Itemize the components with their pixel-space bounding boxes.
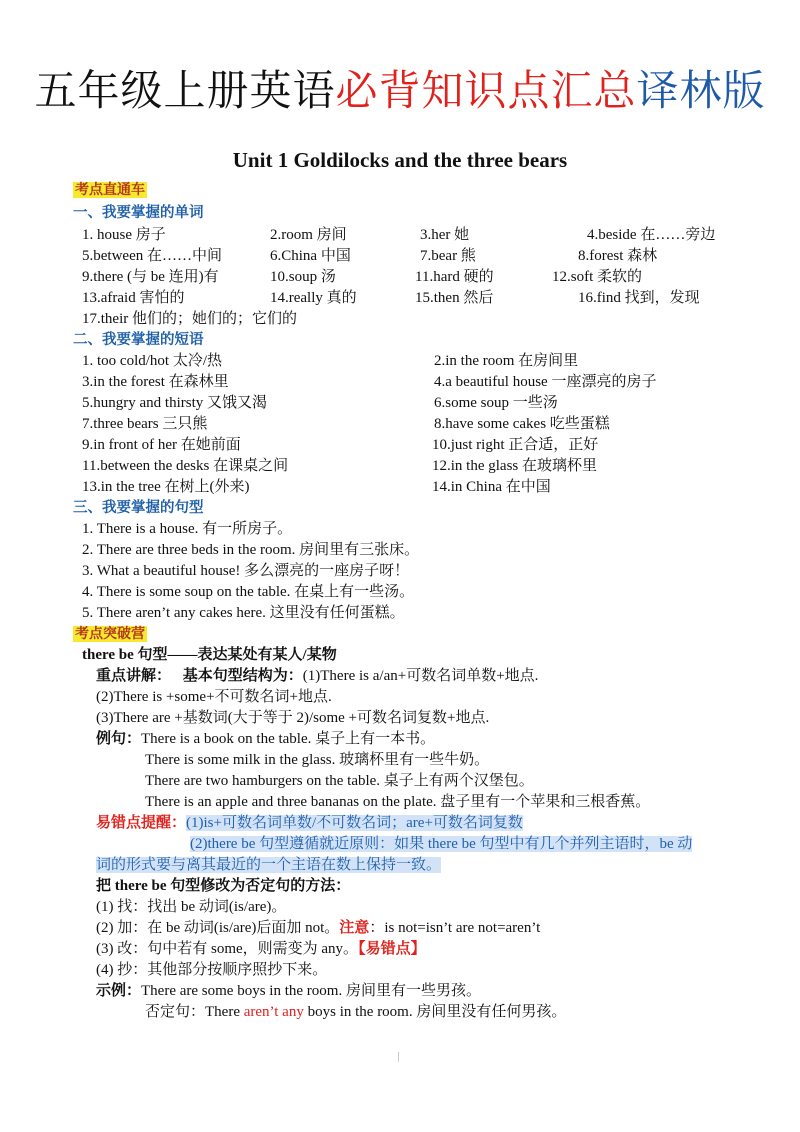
negation-step-2-text: (2) 加：在 be 动词(is/are)后面加 not。 bbox=[96, 920, 340, 936]
negation-step-2-note: ：is not=isn’t are not=aren’t bbox=[369, 920, 541, 936]
phrase-item: 8.have some cakes 吃些蛋糕 bbox=[434, 416, 610, 432]
negation-note-label: 注意 bbox=[339, 920, 370, 936]
phrase-item: 10.just right 正合适，正好 bbox=[432, 437, 599, 453]
demo-sentence-1: There are some boys in the room. 房间里有一些男孩。 bbox=[141, 983, 481, 999]
phrase-item: 13.in the tree 在树上(外来) bbox=[82, 479, 250, 495]
word-item: 7.bear 熊 bbox=[420, 248, 476, 264]
word-item: 8.forest 森林 bbox=[578, 248, 658, 264]
demo-highlight: aren’t any bbox=[243, 1004, 304, 1020]
negation-title: 把 there be 句型修改为否定句的方法： bbox=[96, 878, 351, 894]
sentence-item: 2. There are three beds in the room. 房间里有三张床。 bbox=[82, 542, 420, 558]
sentence-item: 4. There is some soup on the table. 在桌上有一些汤。 bbox=[82, 584, 415, 600]
word-item: 12.soft 柔软的 bbox=[552, 269, 643, 285]
demo-line-2 bbox=[145, 1002, 566, 1022]
section-label-text: 考点突破营 bbox=[75, 626, 145, 642]
phrase-item: 11.between the desks 在课桌之间 bbox=[82, 458, 289, 474]
words-heading: 一、我要掌握的单词 bbox=[73, 205, 204, 221]
word-item: 9.there (与 be 连用)有 bbox=[82, 269, 219, 285]
phrases-heading: 二、我要掌握的短语 bbox=[73, 332, 204, 348]
error-line-2 bbox=[190, 834, 692, 854]
word-item: 2.room 房间 bbox=[270, 227, 347, 243]
word-item: 10.soup 汤 bbox=[270, 269, 336, 285]
error-tag: 【易错点】 bbox=[358, 941, 426, 957]
section-label-2 bbox=[73, 624, 147, 644]
title-part-black: 五年级上册英语 bbox=[34, 66, 336, 115]
word-item: 15.then 然后 bbox=[415, 290, 494, 306]
example-item: There are two hamburgers on the table. 桌子上有两个汉堡包。 bbox=[145, 773, 534, 789]
negation-step-3 bbox=[96, 939, 426, 959]
section-label-text: 考点直通车 bbox=[75, 182, 145, 198]
error-note-2b: 词的形式要与离其最近的一个主语在数上保持一致。 bbox=[96, 857, 442, 873]
example-item: There is some milk in the glass. 玻璃杯里有一些牛奶。 bbox=[145, 752, 490, 768]
key-struct-2: (2)There is +some+不可数名词+地点. bbox=[96, 689, 332, 705]
title-part-red: 必背知识点汇总 bbox=[335, 66, 637, 115]
word-item: 11.hard 硬的 bbox=[415, 269, 494, 285]
phrase-item: 1. too cold/hot 太冷/热 bbox=[82, 353, 222, 369]
word-item: 14.really 真的 bbox=[270, 290, 357, 306]
word-item: 4.beside 在……旁边 bbox=[587, 227, 716, 243]
word-item: 5.between 在……中间 bbox=[82, 248, 222, 264]
key-point-line bbox=[96, 666, 538, 686]
key-label: 重点讲解： bbox=[96, 668, 172, 684]
key-struct-3: (3)There are +基数词(大于等于 2)/some +可数名词复数+地点. bbox=[96, 710, 490, 726]
word-item: 3.her 她 bbox=[420, 227, 470, 243]
phrase-item: 2.in the room 在房间里 bbox=[434, 353, 579, 369]
demo-line-1 bbox=[96, 981, 481, 1001]
error-note-1: (1)is+可数名词单数/不可数名词；are+可数名词复数 bbox=[186, 815, 523, 831]
unit-title: Unit 1 Goldilocks and the three bears bbox=[232, 148, 568, 172]
word-item: 17.their 他们的；她们的；它们的 bbox=[82, 311, 297, 327]
phrase-item: 14.in China 在中国 bbox=[432, 479, 551, 495]
error-note-2a: (2)there be 句型遵循就近原则：如果 there be 句型中有几个并列主语时，be 动 bbox=[190, 836, 693, 852]
negation-step-2 bbox=[96, 918, 540, 938]
section-label-1 bbox=[73, 180, 147, 200]
phrase-item: 7.three bears 三只熊 bbox=[82, 416, 208, 432]
therebe-title: there be 句型——表达某处有某人/某物 bbox=[82, 647, 337, 663]
phrase-item: 4.a beautiful house 一座漂亮的房子 bbox=[434, 374, 657, 390]
phrase-item: 12.in the glass 在玻璃杯里 bbox=[432, 458, 597, 474]
error-line-1 bbox=[96, 813, 523, 833]
key-struct-label: 基本句型结构为： bbox=[182, 668, 303, 684]
page-divider-mark bbox=[398, 1052, 399, 1062]
negation-step-1: (1) 找：找出 be 动词(is/are)。 bbox=[96, 899, 287, 915]
phrase-item: 6.some soup 一些汤 bbox=[434, 395, 558, 411]
page-title bbox=[0, 58, 800, 118]
demo-prefix: 否定句：There bbox=[145, 1004, 244, 1020]
title-part-blue: 译林版 bbox=[636, 66, 766, 115]
key-struct-1: (1)There is a/an+可数名词单数+地点. bbox=[302, 668, 539, 684]
word-item: 13.afraid 害怕的 bbox=[82, 290, 185, 306]
word-item: 1. house 房子 bbox=[82, 227, 166, 243]
sentence-item: 5. There aren’t any cakes here. 这里没有任何蛋糕。 bbox=[82, 605, 405, 621]
phrase-item: 5.hungry and thirsty 又饿又渴 bbox=[82, 395, 267, 411]
sentences-heading: 三、我要掌握的句型 bbox=[73, 500, 204, 516]
negation-step-3-text: (3) 改：句中若有 some，则需变为 any。 bbox=[96, 941, 359, 957]
demo-label: 示例： bbox=[96, 983, 142, 999]
word-item: 16.find 找到，发现 bbox=[578, 290, 700, 306]
example-line bbox=[96, 729, 435, 749]
error-line-3 bbox=[96, 855, 441, 875]
phrase-item: 9.in front of her 在她前面 bbox=[82, 437, 241, 453]
sentence-item: 1. There is a house. 有一所房子。 bbox=[82, 521, 293, 537]
negation-step-4: (4) 抄：其他部分按顺序照抄下来。 bbox=[96, 962, 328, 978]
sentence-item: 3. What a beautiful house! 多么漂亮的一座房子呀！ bbox=[82, 563, 410, 579]
example-label: 例句： bbox=[96, 731, 142, 747]
error-label: 易错点提醒： bbox=[96, 815, 187, 831]
example-item: There is a book on the table. 桌子上有一本书。 bbox=[141, 731, 436, 747]
phrase-item: 3.in the forest 在森林里 bbox=[82, 374, 229, 390]
example-item: There is an apple and three bananas on the plate. 盘子里有一个苹果和三根香蕉。 bbox=[145, 794, 651, 810]
demo-suffix: boys in the room. 房间里没有任何男孩。 bbox=[303, 1004, 567, 1020]
word-item: 6.China 中国 bbox=[270, 248, 351, 264]
